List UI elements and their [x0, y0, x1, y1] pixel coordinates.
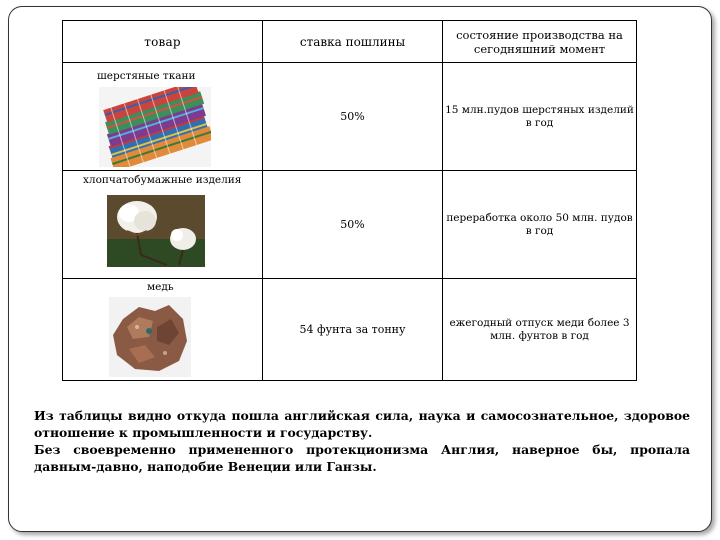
item-label-wool: шерстяные ткани	[97, 70, 196, 82]
wool-fabric-image	[99, 87, 211, 167]
tariff-table	[62, 20, 637, 381]
header-item: товар	[63, 21, 263, 63]
item-cell-copper	[63, 279, 263, 381]
conclusion-paragraph-1: Из таблицы видно откуда пошла английская сила, наука и самосознательное, здоровое отношение к промышленности и государству.	[34, 408, 690, 440]
table-row	[63, 63, 637, 171]
item-cell-wool	[63, 63, 263, 171]
cotton-image	[107, 195, 205, 267]
state-cell-cotton: переработка около 50 млн. пудов в год	[443, 171, 637, 279]
item-label-cotton: хлопчатобумажные изделия	[83, 174, 242, 186]
item-label-copper: медь	[147, 281, 174, 293]
item-cell-cotton	[63, 171, 263, 279]
header-state: состояние производства на сегодняшний момент	[443, 21, 637, 63]
copper-ore-image	[109, 297, 191, 377]
conclusion-paragraph-2: Без своевременно примененного протекционизма Англия, наверное бы, пропала давным-давно, наподобие Венеции или Ганзы.	[34, 442, 690, 474]
state-cell-copper: ежегодный отпуск меди более 3 млн. фунтов в год	[443, 279, 637, 381]
table-row	[63, 279, 637, 381]
header-rate: ставка пошлины	[263, 21, 443, 63]
rate-cell-copper: 54 фунта за тонну	[263, 279, 443, 381]
state-cell-wool: 15 млн.пудов шерстяных изделий в год	[443, 63, 637, 171]
conclusion-text	[34, 407, 690, 475]
rate-cell-wool: 50%	[263, 63, 443, 171]
table-row	[63, 171, 637, 279]
rate-cell-cotton: 50%	[263, 171, 443, 279]
table-header-row	[63, 21, 637, 63]
